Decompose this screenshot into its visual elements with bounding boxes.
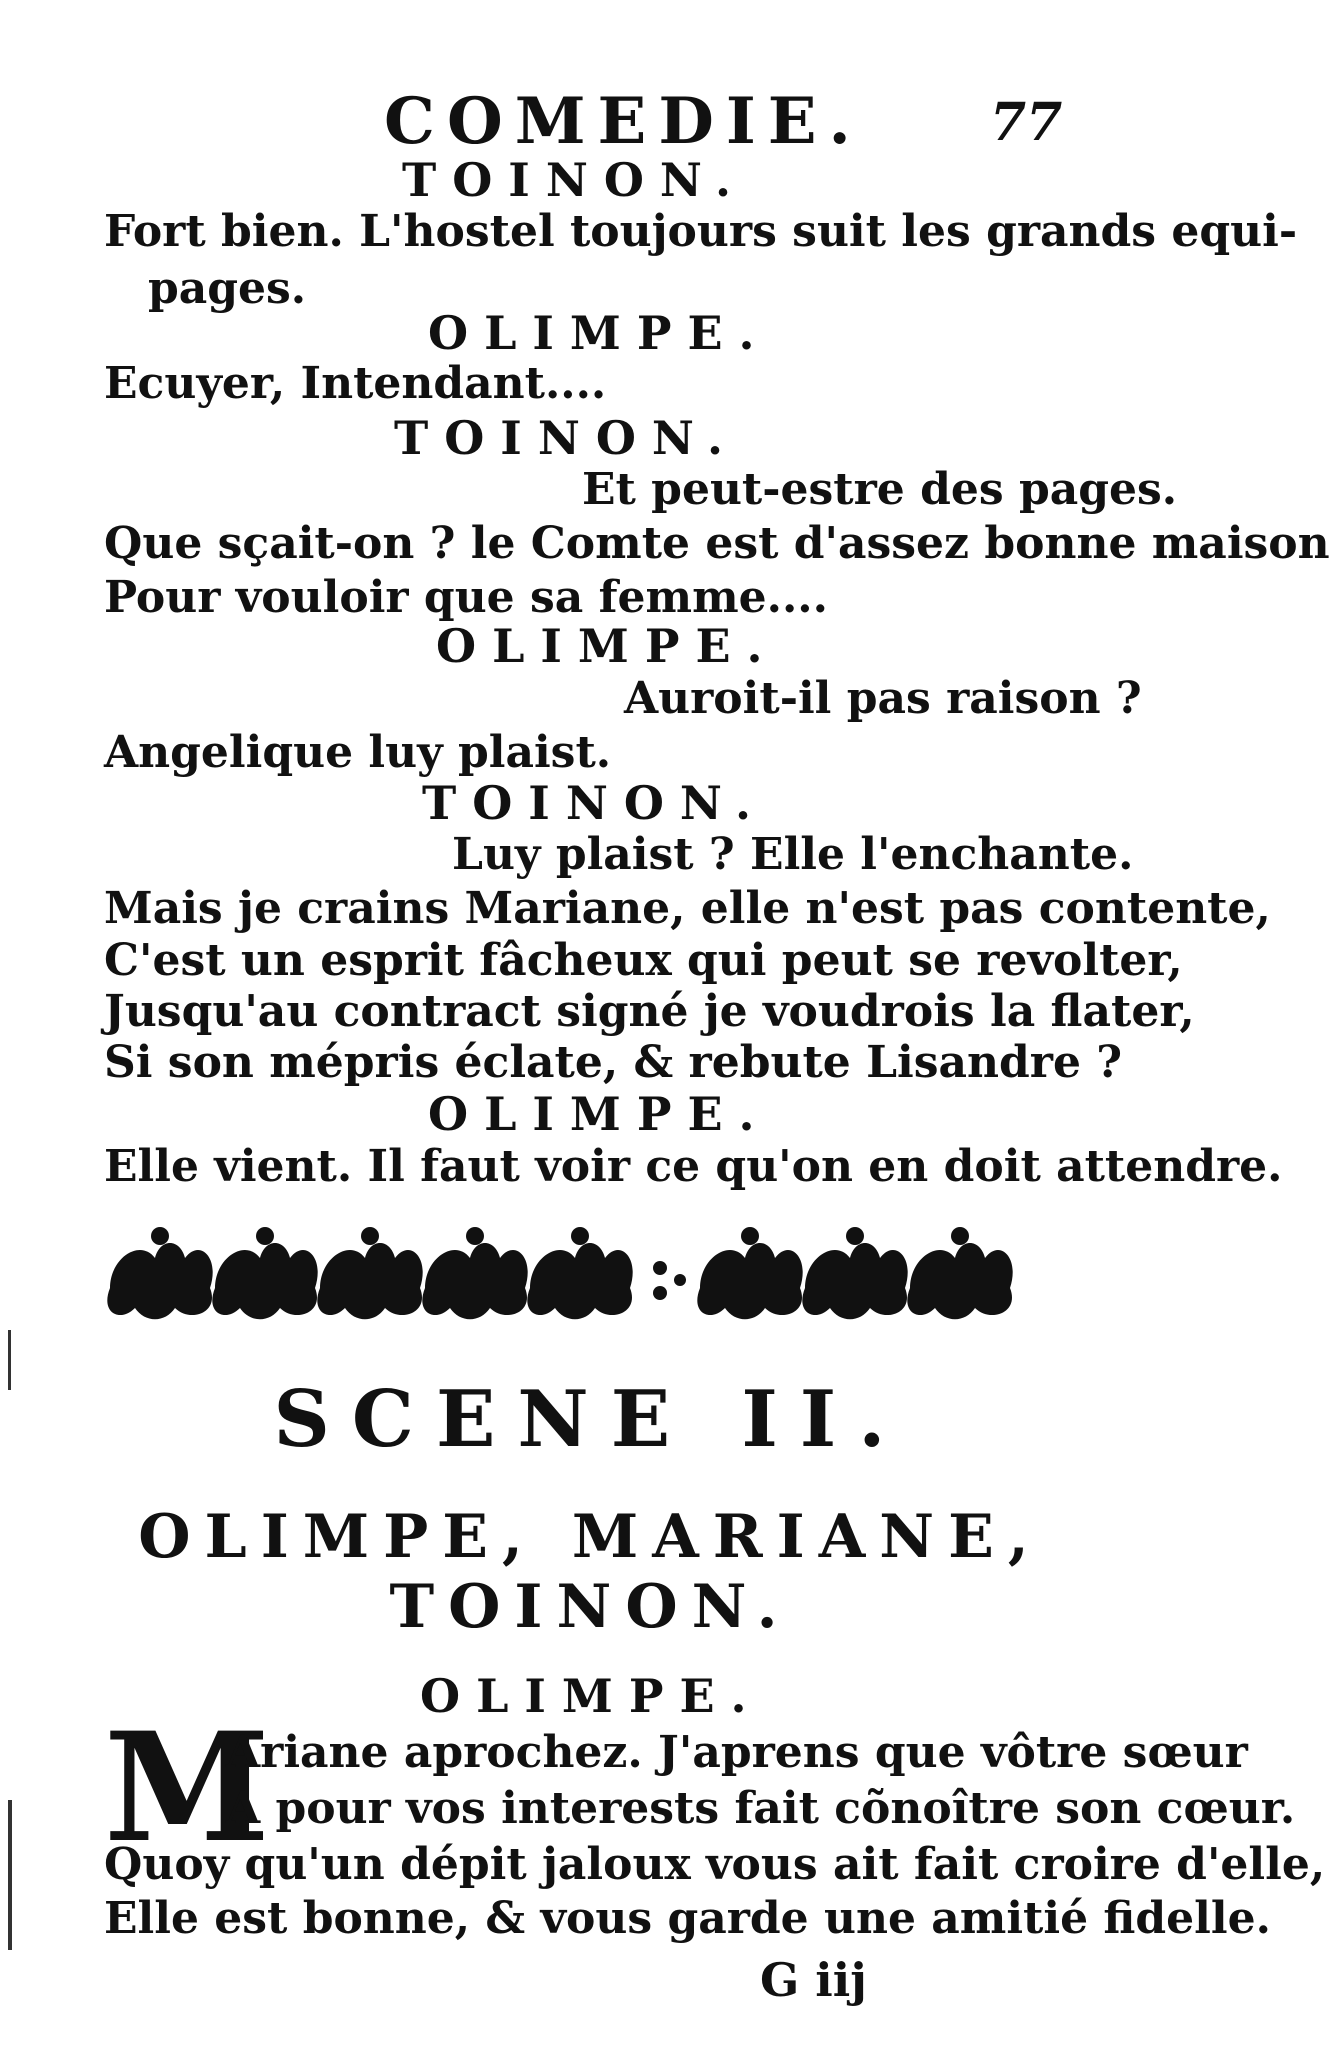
verse-line: Auroit-il pas raison ?	[624, 673, 1142, 724]
speaker-heading: TOINON.	[394, 411, 740, 465]
fleuron-icon	[317, 1227, 422, 1319]
speaker-heading: OLIMPE.	[428, 306, 771, 360]
verse-line: Si son mépris éclate, & rebute Lisandre ?	[104, 1037, 1123, 1088]
verse-line: Quoy qu'un dépit jaloux vous ait fait croire d'elle,	[104, 1839, 1326, 1890]
cast-list-line: OLIMPE, MARIANE,	[138, 1502, 1043, 1572]
fleuron-icon	[422, 1227, 527, 1319]
fleuron-icon	[527, 1227, 632, 1319]
speaker-heading: OLIMPE.	[420, 1669, 763, 1723]
verse-line: Jusqu'au contract signé je voudrois la flater,	[104, 986, 1195, 1037]
margin-artifact	[8, 1330, 11, 1390]
verse-line: C'est un esprit fâcheux qui peut se revolter,	[104, 935, 1183, 986]
fleuron-icon	[802, 1227, 907, 1319]
drop-cap: M	[104, 1700, 271, 1876]
ornament-band	[100, 1218, 1050, 1328]
verse-line: Fort bien. L'hostel toujours suit les grands equi-	[104, 206, 1298, 257]
fleuron-icon	[212, 1227, 317, 1319]
speaker-heading: TOINON.	[422, 776, 768, 830]
fleuron-icon	[697, 1227, 802, 1319]
fleuron-icon	[107, 1227, 212, 1319]
speaker-heading: TOINON.	[402, 153, 748, 207]
speaker-heading: OLIMPE.	[436, 619, 779, 673]
verse-line: Luy plaist ? Elle l'enchante.	[452, 829, 1134, 880]
verse-line: A pour vos interests fait cõnoître son cœur.	[226, 1783, 1296, 1834]
verse-line: Ariane aprochez. J'aprens que vôtre sœur	[226, 1727, 1248, 1778]
scene-title: SCENE II.	[273, 1374, 908, 1465]
fleuron-icon	[907, 1227, 1012, 1319]
verse-line: Mais je crains Mariane, elle n'est pas contente,	[104, 883, 1271, 934]
verse-line: Que sçait-on ? le Comte est d'assez bonne maison	[104, 518, 1330, 569]
verse-line: pages.	[148, 263, 307, 314]
dots-icon	[653, 1261, 686, 1300]
verse-line: Angelique luy plaist.	[104, 727, 612, 778]
signature-mark: G iij	[760, 1953, 867, 2007]
verse-line: Elle vient. Il faut voir ce qu'on en doit attendre.	[104, 1141, 1283, 1192]
verse-line: Ecuyer, Intendant....	[104, 358, 607, 409]
verse-line: Pour vouloir que sa femme....	[104, 572, 828, 623]
page-header	[0, 82, 1181, 162]
running-title: COMEDIE.	[384, 84, 863, 159]
verse-line: Et peut-estre des pages.	[582, 464, 1178, 515]
cast-list-line: TOINON.	[389, 1572, 792, 1642]
page-number: 77	[990, 92, 1063, 153]
verse-line: Elle est bonne, & vous garde une amitié fidelle.	[104, 1893, 1271, 1944]
margin-artifact	[8, 1800, 12, 1950]
speaker-heading: OLIMPE.	[428, 1087, 771, 1141]
